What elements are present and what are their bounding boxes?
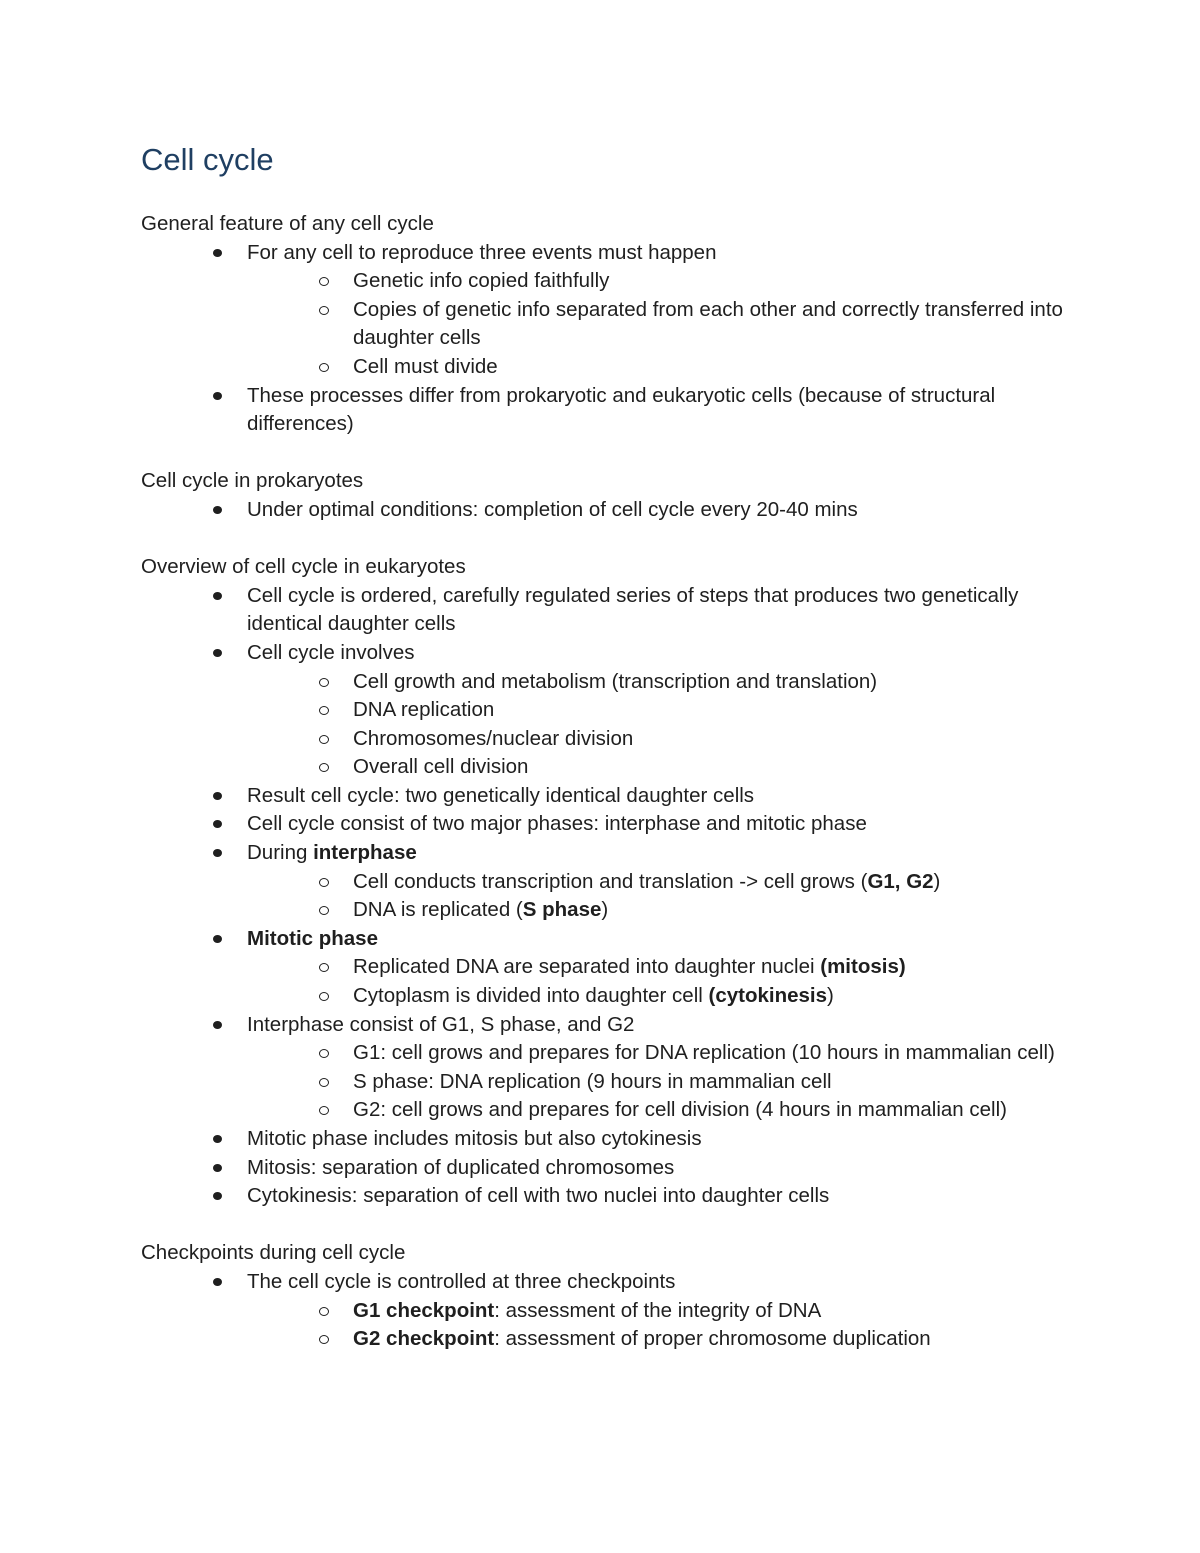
sub-list-item bbox=[141, 267, 1081, 296]
list-item bbox=[141, 925, 1081, 1011]
sub-list-item-text: Cytoplasm is divided into daughter cell (cytokinesis) bbox=[353, 984, 834, 1008]
list-item bbox=[141, 382, 1081, 439]
bold-term: G2 checkpoint bbox=[353, 1327, 495, 1351]
section-heading: Checkpoints during cell cycle bbox=[141, 1241, 406, 1265]
bold-term: G1, G2 bbox=[867, 869, 934, 893]
bullet-disc-icon bbox=[213, 392, 222, 400]
bullet-circle-icon bbox=[319, 277, 329, 286]
bullet-disc-icon bbox=[213, 1021, 222, 1029]
bullet-circle-icon bbox=[319, 306, 329, 315]
list-item bbox=[141, 1182, 1081, 1211]
section-heading: General feature of any cell cycle bbox=[141, 212, 434, 235]
list-item-text: Cytokinesis: separation of cell with two nuclei into daughter cells bbox=[247, 1184, 830, 1208]
section-heading: Cell cycle in prokaryotes bbox=[141, 469, 364, 493]
bullet-disc-icon bbox=[213, 592, 222, 600]
list-item-text: For any cell to reproduce three events must happen bbox=[247, 240, 717, 264]
list-item bbox=[141, 496, 1081, 525]
bullet-circle-icon bbox=[319, 763, 329, 772]
bullet-circle-icon bbox=[319, 1078, 329, 1087]
bold-term: Mitotic phase bbox=[247, 926, 378, 950]
list-item-text: During interphase bbox=[247, 841, 417, 865]
sub-list-item bbox=[141, 1068, 1081, 1097]
section bbox=[141, 210, 1081, 439]
bold-term: (cytokinesis bbox=[708, 984, 828, 1008]
list-item-text: These processes differ from prokaryotic and eukaryotic cells (because of structural differences) bbox=[247, 383, 996, 436]
bullet-list bbox=[141, 1268, 1081, 1354]
sub-list-item-text: Chromosomes/nuclear division bbox=[353, 726, 634, 750]
bullet-disc-icon bbox=[213, 649, 222, 657]
list-item bbox=[141, 1011, 1081, 1125]
section bbox=[141, 553, 1081, 1211]
bullet-disc-icon bbox=[213, 820, 222, 828]
bullet-list bbox=[141, 496, 1081, 525]
bold-term: interphase bbox=[313, 841, 417, 865]
bullet-circle-icon bbox=[319, 963, 329, 972]
sub-list-item-text: DNA replication bbox=[353, 698, 495, 722]
sub-list-item bbox=[141, 668, 1081, 697]
list-item-text: Cell cycle consist of two major phases: interphase and mitotic phase bbox=[247, 812, 867, 836]
bullet-disc-icon bbox=[213, 1135, 222, 1143]
bullet-circle-icon bbox=[319, 1049, 329, 1058]
sub-bullet-list bbox=[141, 868, 1081, 925]
bullet-disc-icon bbox=[213, 1278, 222, 1286]
sub-list-item bbox=[141, 753, 1081, 782]
list-item bbox=[141, 782, 1081, 811]
sub-list-item-text: Genetic info copied faithfully bbox=[353, 269, 610, 293]
list-item-text bbox=[247, 927, 378, 950]
sub-list-item bbox=[141, 1096, 1081, 1125]
sub-list-item bbox=[141, 353, 1081, 382]
bullet-circle-icon bbox=[319, 906, 329, 915]
list-item bbox=[141, 582, 1081, 639]
sub-list-item bbox=[141, 896, 1081, 925]
bullet-circle-icon bbox=[319, 678, 329, 687]
bullet-disc-icon bbox=[213, 935, 222, 943]
sub-list-item bbox=[141, 696, 1081, 725]
sub-list-item-text: Copies of genetic info separated from each other and correctly transferred into daughter cells bbox=[353, 297, 1063, 350]
sub-list-item bbox=[141, 982, 1081, 1011]
bullet-circle-icon bbox=[319, 363, 329, 372]
list-item-text: Interphase consist of G1, S phase, and G2 bbox=[247, 1012, 635, 1036]
bullet-circle-icon bbox=[319, 1335, 329, 1344]
sub-list-item bbox=[141, 1325, 1081, 1354]
sub-list-item-text: Cell must divide bbox=[353, 354, 498, 378]
bullet-circle-icon bbox=[319, 992, 329, 1001]
sub-bullet-list bbox=[141, 953, 1081, 1010]
sub-bullet-list bbox=[141, 1039, 1081, 1125]
sub-list-item-text: G2 checkpoint: assessment of proper chromosome duplication bbox=[353, 1327, 931, 1351]
document-title: Cell cycle bbox=[141, 142, 274, 177]
bullet-disc-icon bbox=[213, 249, 222, 257]
sub-list-item-text: Cell conducts transcription and translation -> cell grows (G1, G2) bbox=[353, 869, 941, 893]
sub-bullet-list bbox=[141, 267, 1081, 381]
sub-list-item bbox=[141, 868, 1081, 897]
bullet-disc-icon bbox=[213, 1192, 222, 1200]
section bbox=[141, 1239, 1081, 1353]
list-item-text: Cell cycle involves bbox=[247, 640, 415, 664]
sub-bullet-list bbox=[141, 1297, 1081, 1354]
bullet-list bbox=[141, 582, 1081, 1211]
list-item bbox=[141, 839, 1081, 925]
sub-list-item-text: Cell growth and metabolism (transcription and translation) bbox=[353, 669, 878, 693]
list-item bbox=[141, 639, 1081, 782]
bold-term: S phase bbox=[522, 898, 602, 922]
list-item bbox=[141, 810, 1081, 839]
document-body bbox=[141, 210, 1081, 1382]
list-item bbox=[141, 1154, 1081, 1183]
bold-term: G1 checkpoint bbox=[353, 1298, 495, 1322]
sub-list-item-text: G1 checkpoint: assessment of the integrity of DNA bbox=[353, 1298, 822, 1322]
sub-list-item-text: Replicated DNA are separated into daughter nuclei (mitosis) bbox=[353, 955, 906, 979]
sub-list-item-text: S phase: DNA replication (9 hours in mammalian cell bbox=[353, 1069, 832, 1093]
bullet-circle-icon bbox=[319, 706, 329, 715]
bullet-circle-icon bbox=[319, 735, 329, 744]
bullet-circle-icon bbox=[319, 1106, 329, 1115]
bullet-disc-icon bbox=[213, 849, 222, 857]
bullet-circle-icon bbox=[319, 878, 329, 887]
sub-list-item bbox=[141, 953, 1081, 982]
sub-list-item-text: G2: cell grows and prepares for cell division (4 hours in mammalian cell) bbox=[353, 1098, 1007, 1122]
bullet-disc-icon bbox=[213, 1164, 222, 1172]
bullet-disc-icon bbox=[213, 792, 222, 800]
sub-list-item-text: Overall cell division bbox=[353, 755, 529, 779]
bullet-list bbox=[141, 239, 1081, 439]
sub-list-item bbox=[141, 296, 1081, 353]
sub-list-item bbox=[141, 725, 1081, 754]
sub-list-item-text: G1: cell grows and prepares for DNA replication (10 hours in mammalian cell) bbox=[353, 1041, 1055, 1065]
sub-bullet-list bbox=[141, 668, 1081, 782]
section bbox=[141, 467, 1081, 524]
list-item-text: Cell cycle is ordered, carefully regulated series of steps that produces two genetically identical daughter cells bbox=[247, 583, 1019, 636]
bold-term: (mitosis) bbox=[820, 955, 906, 979]
list-item-text: Under optimal conditions: completion of cell cycle every 20-40 mins bbox=[247, 497, 858, 521]
sub-list-item-text: DNA is replicated (S phase) bbox=[353, 898, 609, 922]
sub-list-item bbox=[141, 1039, 1081, 1068]
list-item-text: Mitosis: separation of duplicated chromosomes bbox=[247, 1155, 675, 1179]
bullet-circle-icon bbox=[319, 1307, 329, 1316]
list-item-text: The cell cycle is controlled at three checkpoints bbox=[247, 1269, 676, 1293]
list-item bbox=[141, 1268, 1081, 1354]
list-item-text: Mitotic phase includes mitosis but also cytokinesis bbox=[247, 1127, 702, 1150]
list-item bbox=[141, 1125, 1081, 1154]
list-item-text: Result cell cycle: two genetically identical daughter cells bbox=[247, 783, 755, 807]
section-heading: Overview of cell cycle in eukaryotes bbox=[141, 555, 466, 579]
sub-list-item bbox=[141, 1297, 1081, 1326]
list-item bbox=[141, 239, 1081, 382]
bullet-disc-icon bbox=[213, 506, 222, 514]
